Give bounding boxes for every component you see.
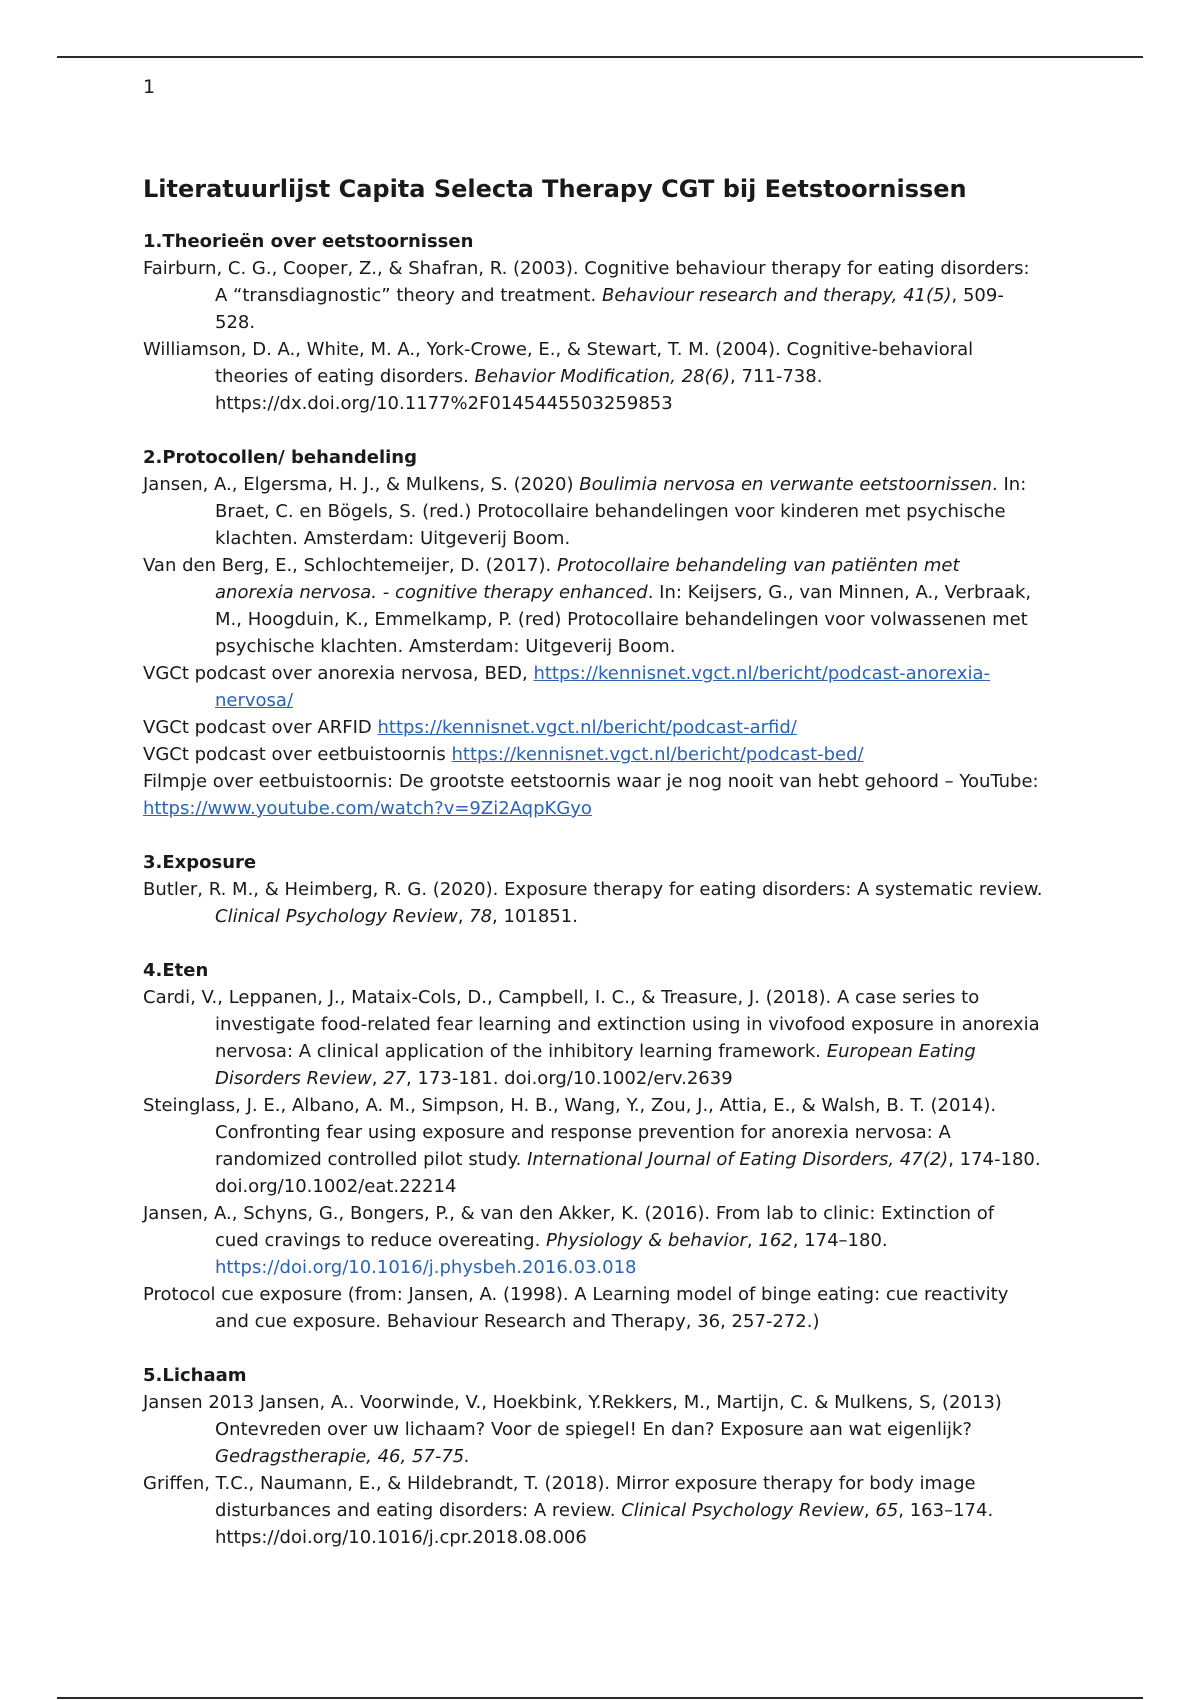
section-protocols: [143, 444, 1043, 822]
reference-entry: Protocol cue exposure (from: Jansen, A. (1998). A Learning model of binge eating: cue reactivity and cue exposure. Behaviour Research and Therapy, 36, 257-272.): [143, 1284, 1009, 1332]
section-heading: 5.Lichaam: [143, 1365, 247, 1386]
reference-entry: Fairburn, C. G., Cooper, Z., & Shafran, R. (2003). Cognitive behaviour therapy for eating disorders: A “transdiagnostic” theory and treatment. Behaviour research and therapy, 41(5), 509-528.: [143, 258, 1030, 333]
podcast-arfid-link[interactable]: https://kennisnet.vgct.nl/bericht/podcast-arfid/: [377, 717, 797, 738]
podcast-entry: VGCt podcast over eetbuistoornis https://kennisnet.vgct.nl/bericht/podcast-bed/: [143, 744, 864, 765]
reference-entry: Van den Berg, E., Schlochtemeijer, D. (2017). Protocollaire behandeling van patiënten met anorexia nervosa. - cognitive therapy enhanced. In: Keijsers, G., van Minnen, A., Verbraak, M., Hoogduin, K., Emmelkamp, P. (red) Protocollaire behandelingen voor volwassenen met psychische klachten. Amsterdam: Uitgeverij Boom.: [143, 555, 1032, 657]
document-body: [143, 72, 1043, 1551]
reference-entry: Jansen 2013 Jansen, A.. Voorwinde, V., Hoekbink, Y.Rekkers, M., Martijn, C. & Mulkens, S, (2013) Ontevreden over uw lichaam? Voor de spiegel! En dan? Exposure aan wat eigenlijk? Gedragstherapie, 46, 57-75.: [143, 1392, 1002, 1467]
youtube-link[interactable]: https://www.youtube.com/watch?v=9Zi2AqpKGyo: [143, 798, 592, 819]
podcast-bed-link[interactable]: https://kennisnet.vgct.nl/bericht/podcast-bed/: [451, 744, 864, 765]
section-heading: 2.Protocollen/ behandeling: [143, 447, 418, 468]
section-heading: 1.Theorieën over eetstoornissen: [143, 231, 474, 252]
video-entry: Filmpje over eetbuistoornis: De grootste eetstoornis waar je nog nooit van hebt gehoord – YouTube: https://www.youtube.com/watch?v=9Zi2AqpKGyo: [143, 771, 1039, 819]
reference-entry: Jansen, A., Schyns, G., Bongers, P., & van den Akker, K. (2016). From lab to clinic: Extinction of cued cravings to reduce overeating. Physiology & behavior, 162, 174–180. https://doi.org/10.1016/j.physbeh.2016.03.018: [143, 1203, 995, 1278]
section-heading: 4.Eten: [143, 960, 209, 981]
reference-entry: Griffen, T.C., Naumann, E., & Hildebrandt, T. (2018). Mirror exposure therapy for body image disturbances and eating disorders: A review. Clinical Psychology Review, 65, 163–174. https://doi.org/10.1016/j.cpr.2018.08.006: [143, 1473, 994, 1548]
podcast-entry: VGCt podcast over ARFID https://kennisnet.vgct.nl/bericht/podcast-arfid/: [143, 717, 797, 738]
section-exposure: [143, 849, 1043, 930]
header-rule: [57, 56, 1143, 58]
reference-entry: Cardi, V., Leppanen, J., Mataix-Cols, D., Campbell, I. C., & Treasure, J. (2018). A case series to investigate food-related fear learning and extinction using in vivofood exposure in anorexia nervosa: A clinical application of the inhibitory learning framework. European Eating Disorders Review, 27, 173-181. doi.org/10.1002/erv.2639: [143, 987, 1040, 1089]
reference-entry: Williamson, D. A., White, M. A., York-Crowe, E., & Stewart, T. M. (2004). Cognitive-behavioral theories of eating disorders. Behavior Modification, 28(6), 711-738. https://dx.doi.org/10.1177%2F0145445503259853: [143, 339, 974, 414]
reference-entry: Steinglass, J. E., Albano, A. M., Simpson, H. B., Wang, Y., Zou, J., Attia, E., & Walsh, B. T. (2014). Confronting fear using exposure and response prevention for anorexia nervosa: A randomized controlled pilot study. International Journal of Eating Disorders, 47(2), 174-180. doi.org/10.1002/eat.22214: [143, 1095, 1041, 1197]
section-eating: [143, 957, 1043, 1335]
reference-entry: Jansen, A., Elgersma, H. J., & Mulkens, S. (2020) Boulimia nervosa en verwante eetstoornissen. In: Braet, C. en Bögels, S. (red.) Protocollaire behandelingen voor kinderen met psychische klachten. Amsterdam: Uitgeverij Boom.: [143, 474, 1027, 549]
podcast-entry: VGCt podcast over anorexia nervosa, BED, https://kennisnet.vgct.nl/bericht/podcast-anorexia-nervosa/: [143, 663, 990, 711]
section-body: [143, 1362, 1043, 1551]
doi-link[interactable]: https://doi.org/10.1016/j.physbeh.2016.03.018: [215, 1257, 637, 1278]
document-title: Literatuurlijst Capita Selecta Therapy CGT bij Eetstoornissen: [143, 175, 967, 203]
reference-entry: Butler, R. M., & Heimberg, R. G. (2020). Exposure therapy for eating disorders: A systematic review. Clinical Psychology Review, 78, 101851.: [143, 879, 1043, 927]
section-theories: [143, 228, 1043, 417]
footer-rule: [57, 1697, 1143, 1699]
podcast-anorexia-link[interactable]: https://kennisnet.vgct.nl/bericht/podcast-anorexia-nervosa/: [215, 663, 990, 711]
section-heading: 3.Exposure: [143, 852, 257, 873]
page-number: 1: [143, 76, 156, 98]
